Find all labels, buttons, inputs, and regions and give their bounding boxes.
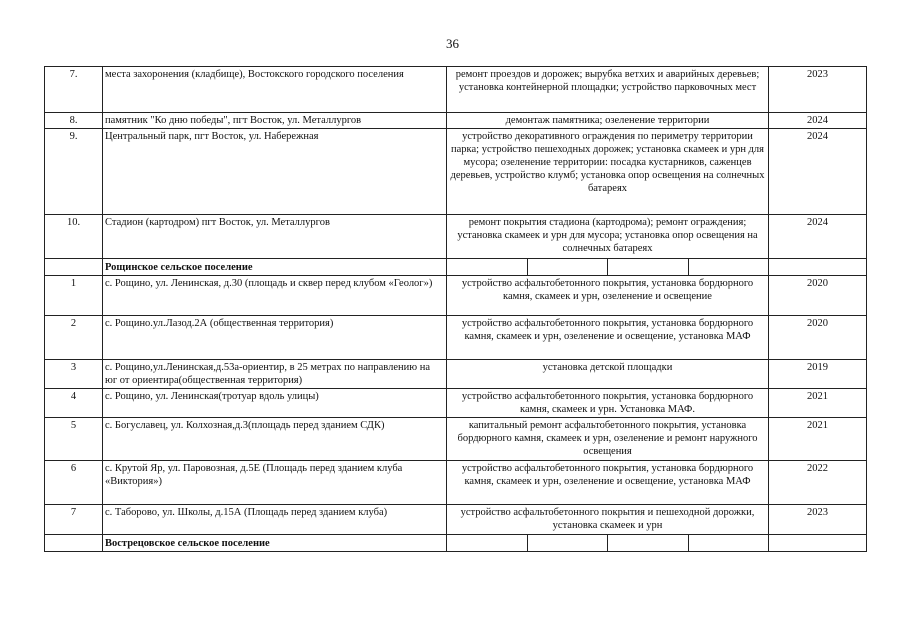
row-number: 2 xyxy=(45,316,103,360)
row-year: 2021 xyxy=(769,418,867,461)
row-works: устройство декоративного ограждения по периметру территории парка; устройство пешеходных дорожек; установка скамеек и урн для мусора; озеленение территории: посадка кустарников, саженцев деревьев, устройство клумб; установка опор освещения на солнечных батареях xyxy=(447,129,769,215)
row-address: памятник "Ко дню победы", пгт Восток, ул. Металлургов xyxy=(103,113,447,129)
row-works: устройство асфальтобетонного покрытия, установка бордюрного камня, скамеек и урн. Установка МАФ. xyxy=(447,389,769,418)
row-works: ремонт проездов и дорожек; вырубка ветхих и аварийных деревьев; установка контейнерной площадки; устройство парковочных мест xyxy=(447,67,769,113)
row-number: 1 xyxy=(45,276,103,316)
row-year: 2024 xyxy=(769,129,867,215)
page-number: 36 xyxy=(446,36,459,51)
row-works: устройство асфальтобетонного покрытия, установка бордюрного камня, скамеек и урн, озеленение и освещение, установка МАФ xyxy=(447,461,769,505)
row-address: с. Рощино, ул. Ленинская(тротуар вдоль улицы) xyxy=(103,389,447,418)
section-number-cell xyxy=(45,259,103,276)
table-row xyxy=(45,389,867,418)
table-row xyxy=(45,129,867,215)
row-works: устройство асфальтобетонного покрытия, установка бордюрного камня, скамеек и урн, озеленение и освещение xyxy=(447,276,769,316)
row-address: с. Таборово, ул. Школы, д.15А (Площадь перед зданием клуба) xyxy=(103,505,447,535)
section-works-cell xyxy=(447,259,769,276)
row-year: 2022 xyxy=(769,461,867,505)
row-number: 7 xyxy=(45,505,103,535)
section-title: Рощинское сельское поселение xyxy=(103,259,447,276)
row-address: места захоронения (кладбище), Востокского городского поселения xyxy=(103,67,447,113)
row-works: ремонт покрытия стадиона (картодрома); ремонт ограждения; установка скамеек и урн для мусора; установка опор освещения на солнечных батареях xyxy=(447,215,769,259)
table-row xyxy=(45,215,867,259)
row-year: 2024 xyxy=(769,215,867,259)
section-number-cell xyxy=(45,535,103,552)
section-row xyxy=(45,535,867,552)
row-number: 5 xyxy=(45,418,103,461)
row-address: с. Рощино.ул.Лазод.2А (общественная территория) xyxy=(103,316,447,360)
table-row xyxy=(45,316,867,360)
table-row xyxy=(45,113,867,129)
table-row xyxy=(45,505,867,535)
row-year: 2024 xyxy=(769,113,867,129)
row-number: 3 xyxy=(45,360,103,389)
row-works: установка детской площадки xyxy=(447,360,769,389)
row-works: устройство асфальтобетонного покрытия и пешеходной дорожки, установка скамеек и урн xyxy=(447,505,769,535)
row-year: 2023 xyxy=(769,67,867,113)
row-address: с. Рощино, ул. Ленинская, д.30 (площадь и сквер перед клубом «Геолог») xyxy=(103,276,447,316)
row-number: 7. xyxy=(45,67,103,113)
row-address: с. Крутой Яр, ул. Паровозная, д.5Е (Площадь перед зданием клуба «Виктория») xyxy=(103,461,447,505)
row-works: демонтаж памятника; озеленение территории xyxy=(447,113,769,129)
table-row xyxy=(45,360,867,389)
row-address: с. Рощино,ул.Ленинская,д.53а-ориентир, в 25 метрах по направлению на юг от ориентира(общественная территория) xyxy=(103,360,447,389)
row-year: 2020 xyxy=(769,276,867,316)
table-row xyxy=(45,461,867,505)
section-year-cell xyxy=(769,535,867,552)
objects-table xyxy=(44,66,867,552)
section-year-cell xyxy=(769,259,867,276)
row-year: 2023 xyxy=(769,505,867,535)
row-address: с. Богуславец, ул. Колхозная,д.3(площадь перед зданием СДК) xyxy=(103,418,447,461)
section-title: Вострецовское сельское поселение xyxy=(103,535,447,552)
row-year: 2021 xyxy=(769,389,867,418)
row-address: Центральный парк, пгт Восток, ул. Набережная xyxy=(103,129,447,215)
row-works: устройство асфальтобетонного покрытия, установка бордюрного камня, скамеек и урн, озеленение и освещение, установка МАФ xyxy=(447,316,769,360)
row-works: капитальный ремонт асфальтобетонного покрытия, установка бордюрного камня, скамеек и урн, озеленение и ремонт наружного освещения xyxy=(447,418,769,461)
row-address: Стадион (картодром) пгт Восток, ул. Металлургов xyxy=(103,215,447,259)
row-number: 8. xyxy=(45,113,103,129)
row-year: 2019 xyxy=(769,360,867,389)
table-row xyxy=(45,418,867,461)
section-row xyxy=(45,259,867,276)
row-number: 6 xyxy=(45,461,103,505)
row-number: 4 xyxy=(45,389,103,418)
table-row xyxy=(45,276,867,316)
table-row xyxy=(45,67,867,113)
section-works-cell xyxy=(447,535,769,552)
row-number: 9. xyxy=(45,129,103,215)
row-number: 10. xyxy=(45,215,103,259)
row-year: 2020 xyxy=(769,316,867,360)
